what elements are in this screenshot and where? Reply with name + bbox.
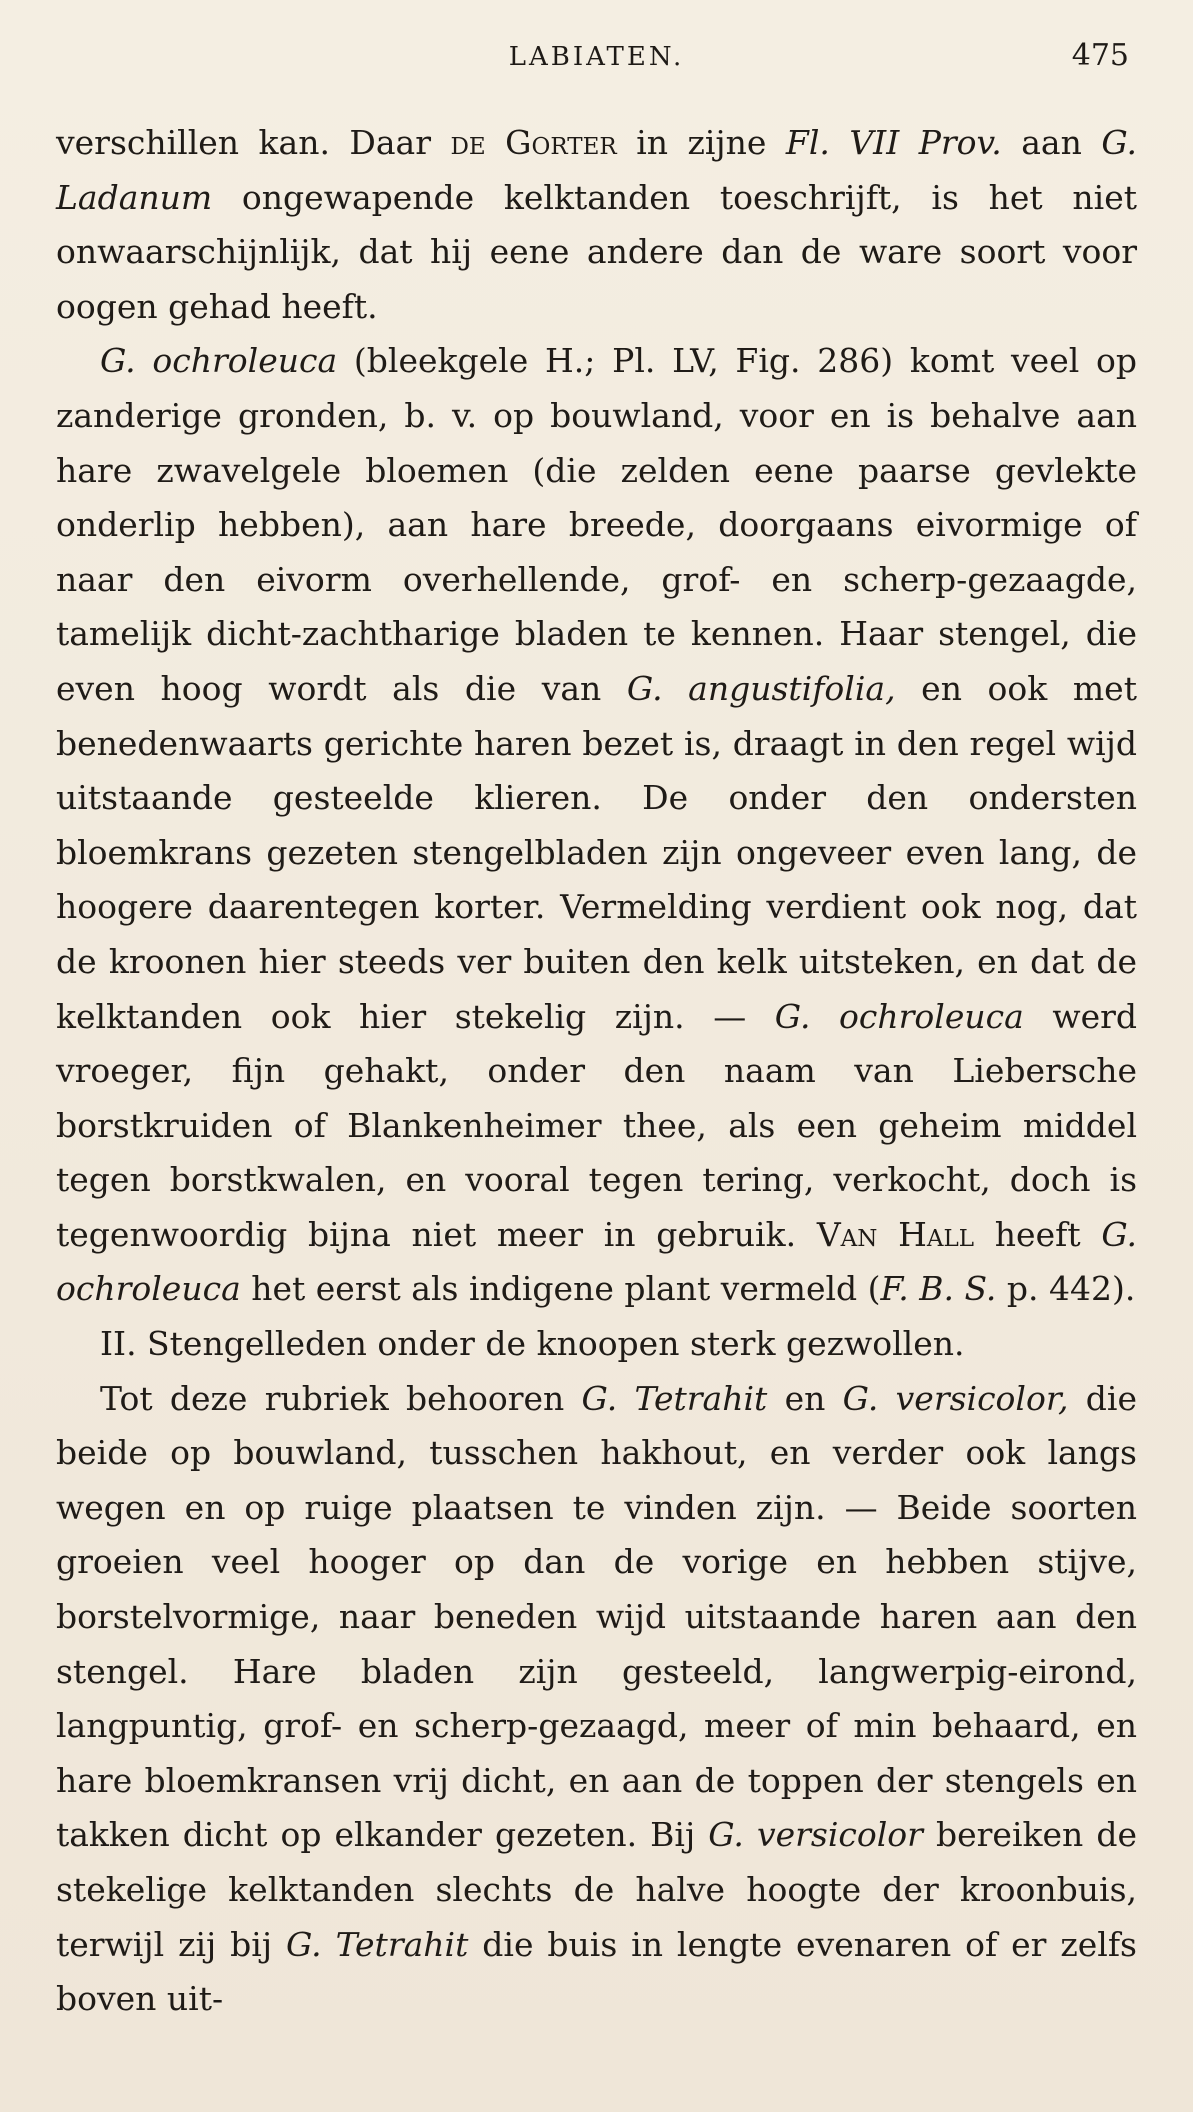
species-name: G. versicolor [708,1815,923,1855]
text-run: die beide op bouwland, tusschen hakhout, en verder ook langs wegen en op ruige plaatsen te vinden zijn. — Beide soorten groeien veel hooger op dan de vorige en hebben stijve, borstelvormige, naar beneden wijd uitstaande haren aan den stengel. Hare bladen zijn gesteeld, langwerpig-eirond, langpuntig, grof- en scherp-gezaagd, meer of min behaard, en hare bloemkransen vrij dicht, en aan de toppen der stengels en takken dicht op elkander gezeten. Bij [56,1378,1138,1855]
work-title: F. B. S. [880,1269,997,1309]
species-name: G. angustifolia, [626,668,896,708]
paragraph-2 [56,334,1137,1317]
text-run: Tot deze rubriek behooren [100,1378,582,1418]
species-name: G. ochroleuca [100,341,338,381]
text-run: in zijne [616,123,786,162]
text-run: II. Stengelleden onder de knoopen sterk gezwollen. [100,1324,965,1364]
paragraph-4 [56,1372,1137,2027]
species-name: G. Ladanum [56,123,1137,217]
text-run: en [767,1378,843,1418]
text-run: (bleekgele H.; Pl. LV, Fig. 286) komt veel op zanderige gronden, b. v. op bouwland, voor en is behalve aan hare zwavelgele bloemen (die zelden eene paarse gevlekte onderlip hebben), aan hare breede, doorgaans eivormige of naar den eivorm overhellende, grof- en scherp-gezaagde, tamelijk dicht-zachtharige bladen te kennen. Haar stengel, die even hoog wordt als die van [56,341,1138,708]
running-head: LABIATEN. [508,42,685,72]
text-run: die buis in lengte evenaren of er zelfs boven uit- [56,1924,1137,2019]
body-text [56,116,1137,2027]
species-name: G. ochroleuca [774,996,1024,1036]
text-run: heeft [974,1214,1102,1254]
page-header [56,38,1137,92]
text-run: verschillen kan. Daar [56,123,451,162]
text-run: het eerst als indigene plant vermeld ( [240,1269,881,1309]
text-run: ongewapende kelktanden toeschrijft, is het niet onwaarschijnlijk, dat hij eene andere dan de ware soort voor oogen gehad heeft. [56,177,1137,326]
text-run: bereiken de stekelige kelktanden slechts de halve hoogte der kroonbuis, terwijl zij bij [56,1815,1137,1964]
author-name: Van Hall [816,1214,975,1254]
species-name: G. ochroleuca [56,1214,1137,1309]
page-number: 475 [1071,38,1129,73]
species-name: G. versicolor, [842,1378,1069,1418]
author-name: de Gorter [450,123,617,162]
species-name: G. Tetrahit [581,1378,768,1418]
text-run: en ook met benedenwaarts gerichte haren bezet is, draagt in den regel wijd uitstaande gesteelde klieren. De onder den ondersten bloemkrans gezeten stengelbladen zijn ongeveer even lang, de hoogere daarentegen korter. Vermelding verdient ook nog, dat de kroonen hier steeds ver buiten den kelk uitsteken, en dat de kelktanden ook hier stekelig zijn. — [56,668,1137,1036]
work-title: Fl. VII Prov. [785,123,1002,162]
text-run: aan [1001,123,1102,162]
paragraph-3 [56,1317,1137,1372]
text-run: werd vroeger, fijn gehakt, onder den naam van Liebersche borstkruiden of Blankenheimer thee, als een geheim middel tegen borstkwalen, en vooral tegen tering, verkocht, doch is tegenwoordig bijna niet meer in gebruik. [56,996,1138,1254]
species-name: G. Tetrahit [285,1924,469,1964]
text-run: p. 442). [996,1269,1136,1309]
paragraph-1 [56,116,1137,334]
